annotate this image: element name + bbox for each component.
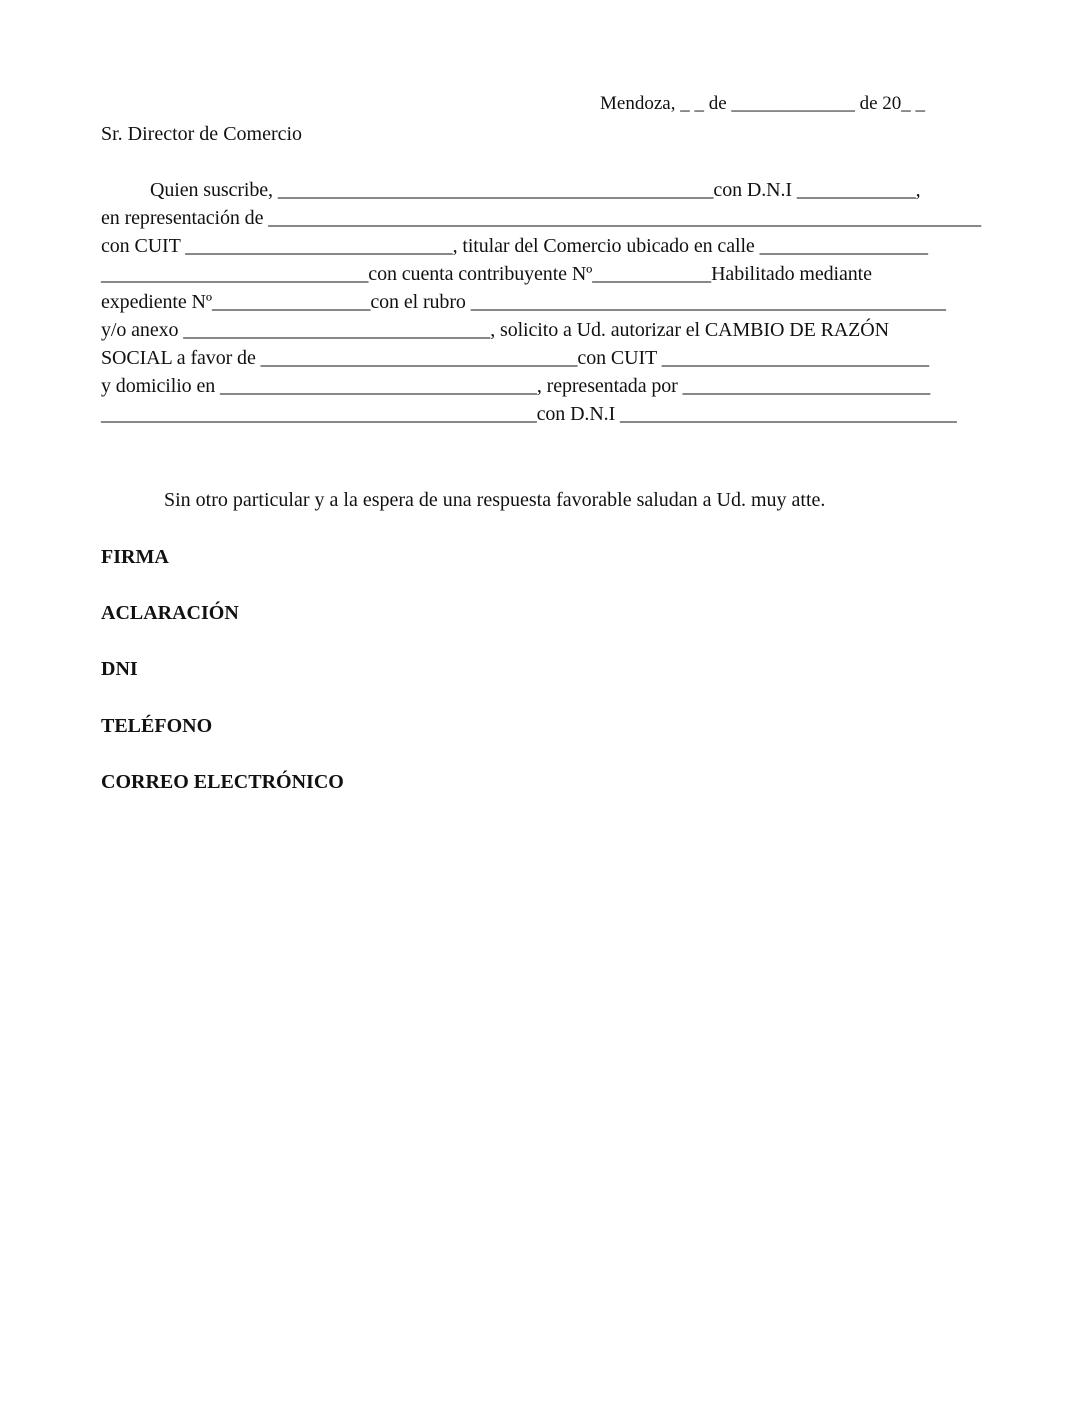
body-line-6: y/o anexo _______________________________, solicito a Ud. autorizar el CAMBIO DE RAZÓN bbox=[101, 319, 889, 341]
closing-paragraph: Sin otro particular y a la espera de una respuesta favorable saludan a Ud. muy atte. bbox=[164, 489, 826, 511]
signature-field-correo: CORREO ELECTRÓNICO bbox=[101, 771, 344, 793]
addressee: Sr. Director de Comercio bbox=[101, 123, 303, 145]
date-line: Mendoza, _ _ de _____________ de 20_ _ bbox=[600, 93, 926, 114]
signature-field-aclaracion: ACLARACIÓN bbox=[101, 602, 239, 624]
body-line-2: en representación de ________________________________________________________________________ bbox=[101, 207, 982, 229]
body-line-4: ___________________________con cuenta contribuyente Nº____________Habilitado mediante bbox=[101, 263, 872, 285]
body-line-1: Quien suscribe, ____________________________________________con D.N.I ____________, bbox=[101, 179, 921, 201]
body-line-8: y domicilio en ________________________________, representada por _________________________ bbox=[101, 375, 931, 397]
signature-field-telefono: TELÉFONO bbox=[101, 715, 213, 737]
body-line-3: con CUIT ___________________________, titular del Comercio ubicado en calle _________________ bbox=[101, 235, 928, 257]
signature-field-dni: DNI bbox=[101, 658, 138, 680]
body-line-5: expediente Nº________________con el rubro ________________________________________________ bbox=[101, 291, 946, 313]
body-line-9: ____________________________________________con D.N.I __________________________________ bbox=[101, 403, 957, 425]
signature-field-firma: FIRMA bbox=[101, 546, 169, 568]
body-line-7: SOCIAL a favor de ________________________________con CUIT ___________________________ bbox=[101, 347, 930, 369]
